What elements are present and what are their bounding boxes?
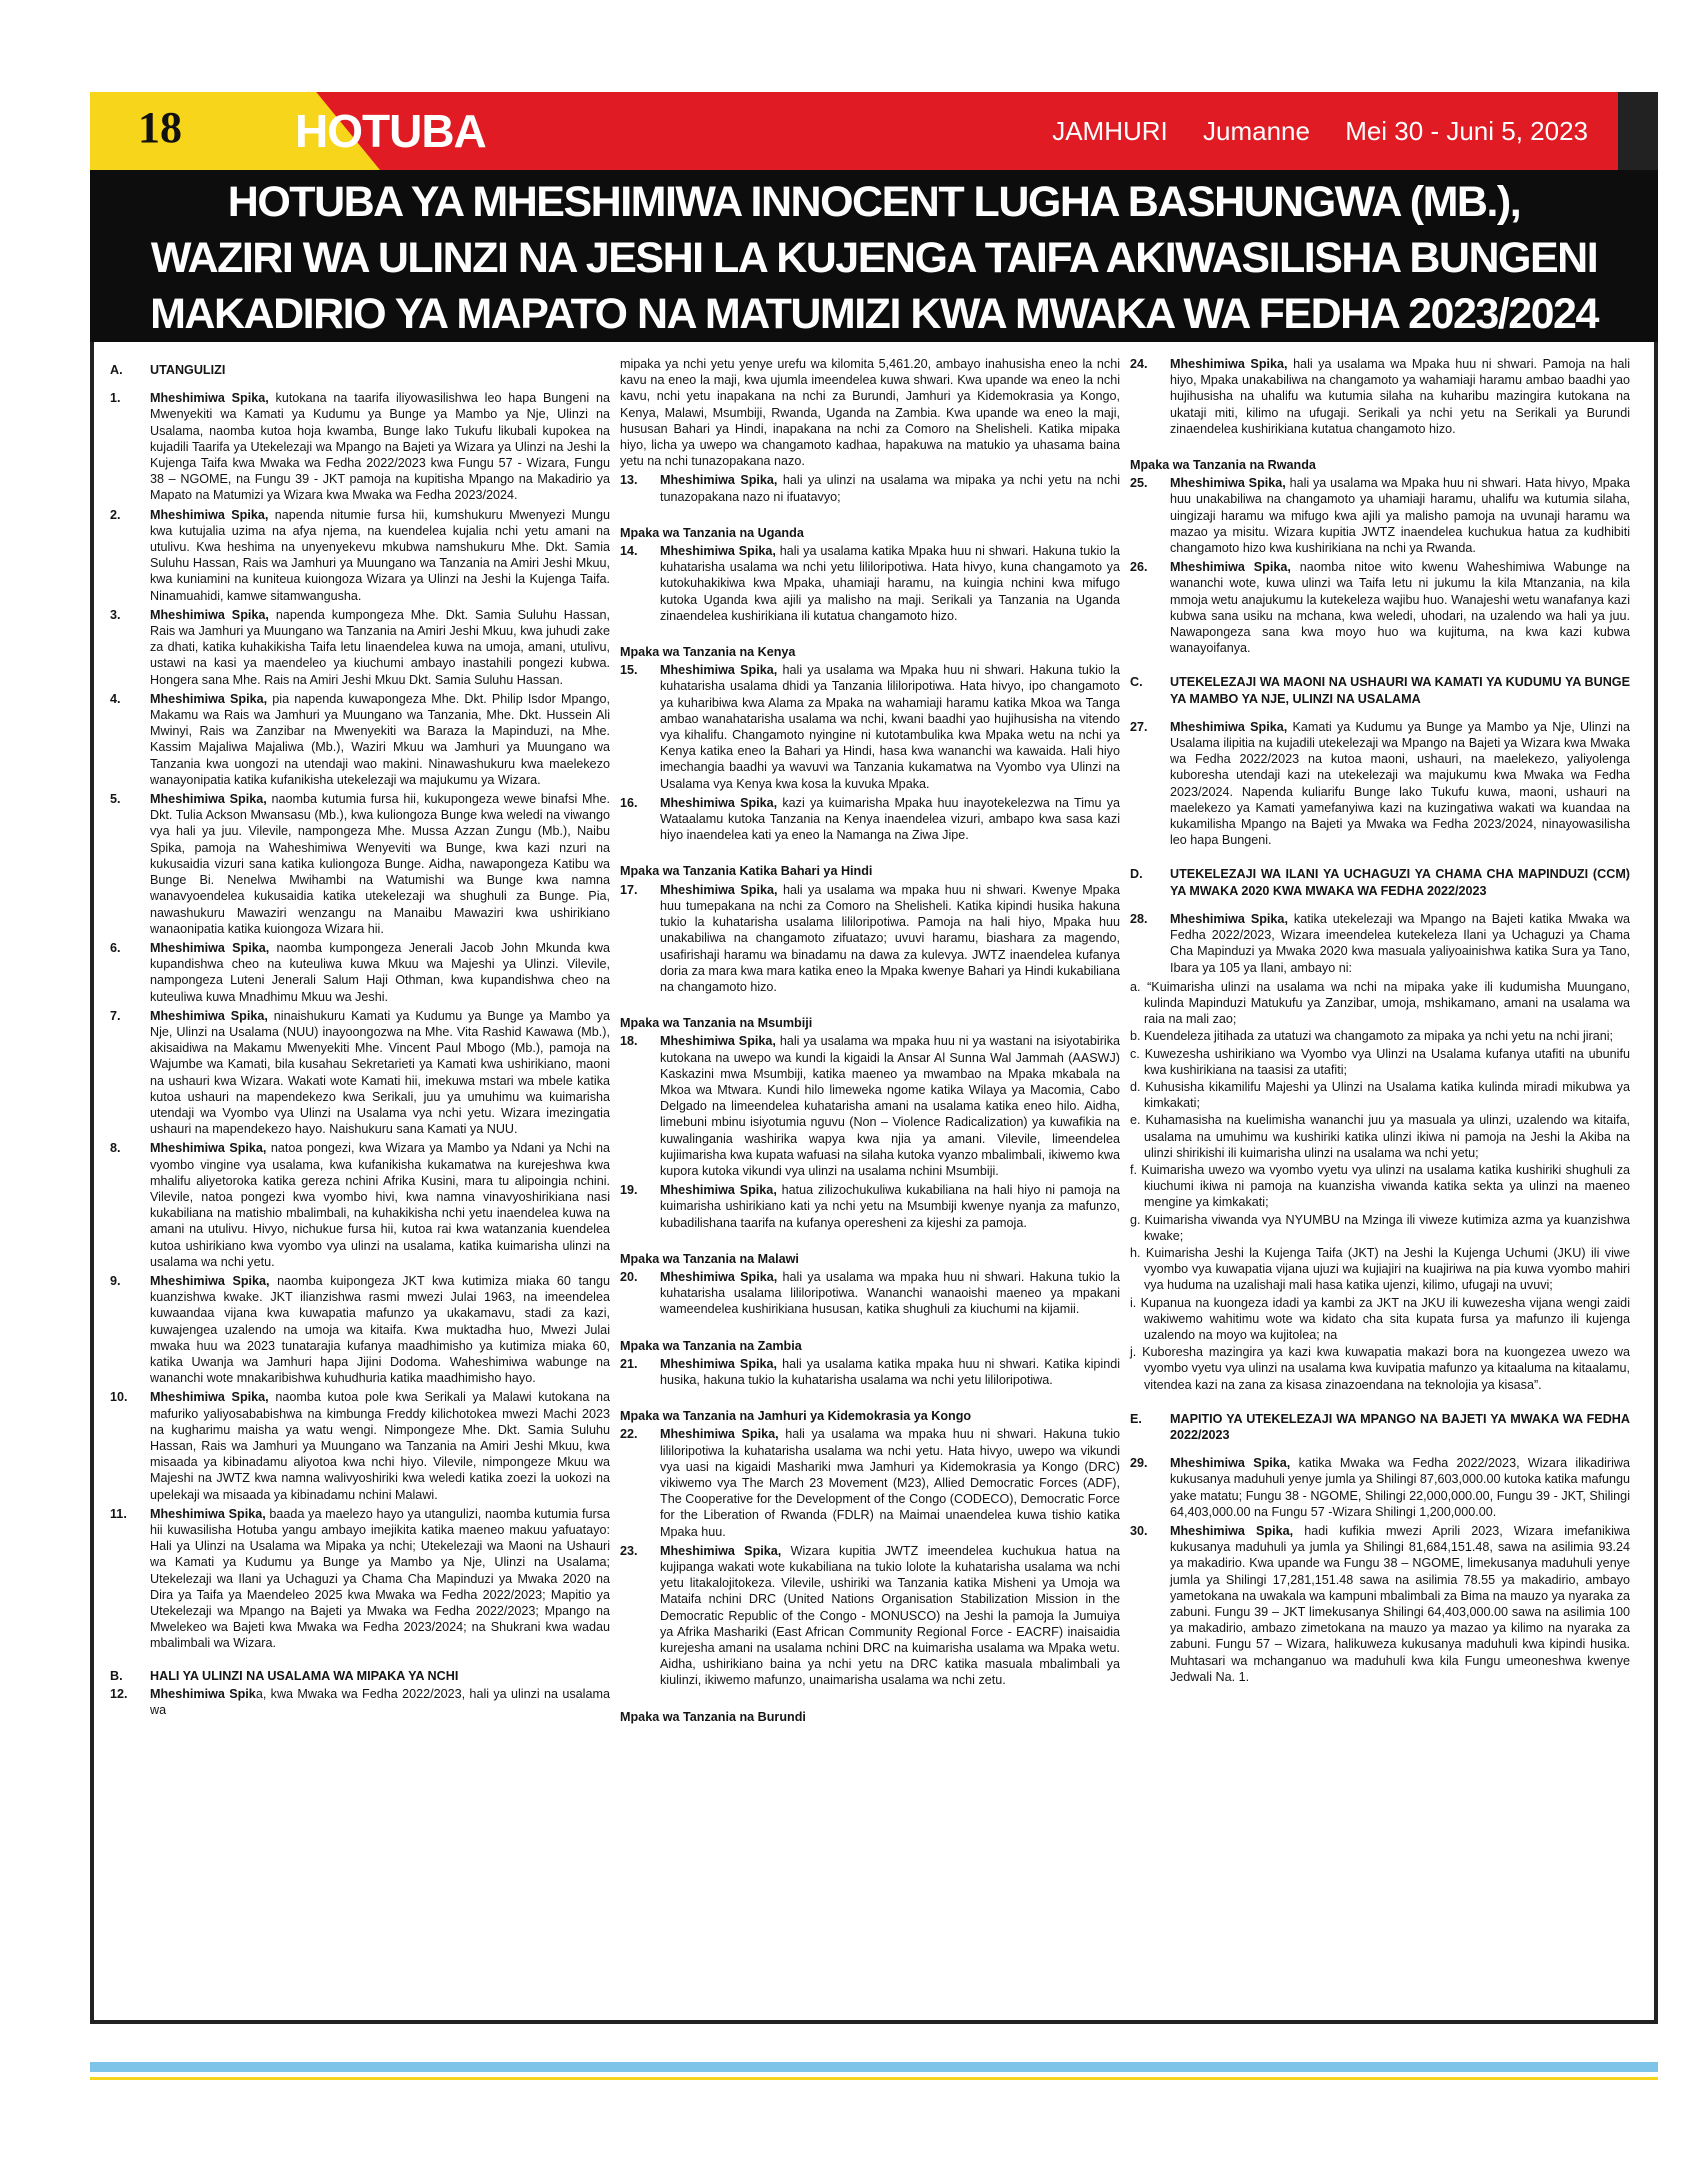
paragraph: 11. Mheshimiwa Spika, baada ya maelezo hayo ya utangulizi, naomba kutumia fursa hii kuwasilisha Hotuba yangu ambayo imejikita katika maeneo makuu yafuatayo: Hali ya Ulinzi na Usalama wa Mipaka ya nchi; Utekelezaji wa Maoni na Ushauri wa Kamati ya Kudumu ya Bunge ya Mambo ya Nje, Ulinzi na Usalama; Utekelezaji wa Ilani ya Uchaguzi ya Chama Cha Mapinduzi ya Mwaka 2020 na Dira ya Taifa ya Maendeleo 2025 kwa Mwaka wa Fedha 2022/2023; Mapitio ya Utekelezaji wa Mpango na Bajeti ya Mwaka wa Fedha 2022/2023; Mpango na Mwelekeo wa Bajeti kwa Mwaka wa Fedha 2023/2024; na Shukrani kwa wadau mbalimbali wa Wizara. [110, 1506, 610, 1651]
section-heading: B. HALI YA ULINZI NA USALAMA WA MIPAKA YA NCHI [110, 1668, 459, 1683]
paragraph: 29. Mheshimiwa Spika, katika Mwaka wa Fedha 2022/2023, Wizara ilikadiriwa kukusanya maduhuli yenye jumla ya Shilingi 87,603,000.00 kutoka katika mafungu yake matatu; Fungu 38 - NGOME, Shilingi 22,000,000.00, Fungu 39 - JKT, Shilingi 64,403,000.00 na Fungu 57 -Wizara Shilingi 1,200,000.00. [1130, 1456, 1630, 1519]
paragraph: 20. Mheshimiwa Spika, hali ya usalama wa mpaka huu ni shwari. Hakuna tukio la kuhatarisha usalama lililoripotiwa. Wananchi wanaoishi maeneo ya mpakani wameendelea kushirikiana hususan, katika shughuli za kiuchumi na kijamii. [620, 1269, 1121, 1317]
subheading: Mpaka wa Tanzania na Uganda [620, 525, 804, 540]
section-heading: C. UTEKELEZAJI WA MAONI NA USHAURI WA KAMATI YA KUDUMU YA BUNGE YA MAMBO YA NJE, ULINZI NA USALAMA [1130, 675, 1630, 706]
list-item: d. Kuhusisha kikamilifu Majeshi ya Ulinzi na Usalama katika kulinda miradi mikubwa ya kimkakati; [1130, 1079, 1630, 1111]
list-item: e. Kuhamasisha na kuelimisha wananchi juu ya masuala ya ulinzi, uzalendo wa kitaifa, usalama na umuhimu wa kushiriki katika ulinzi ikiwa ni pamoja na Jeshi la Akiba na ulinzi shirikishi ili kuimarisha ulinzi na usalama wa nchi yetu; [1130, 1113, 1630, 1160]
paragraph: 14. Mheshimiwa Spika, hali ya usalama katika Mpaka huu ni shwari. Hakuna tukio la kuhatarisha usalama wa nchi yetu lililoripotiwa. Hata hivyo, kuna changamoto ya kutokuhakikiwa kwa Mpaka, uhamiaji haramu, na kuingia nchini kwa mifugo kutoka Uganda kwa ajili ya malisho na maji. Serikali ya Tanzania na Uganda zinaendelea kushirikiana ili kutatua changamoto hizo. [620, 544, 1120, 623]
paragraph: 27. Mheshimiwa Spika, Kamati ya Kudumu ya Bunge ya Mambo ya Nje, Ulinzi na Usalama ilipitia na kujadili utekelezaji wa Mpango na Bajeti ya Wizara kwa Mwaka wa Fedha 2022/2023 na kutoa maoni, ushauri, na maelekezo, yaliyolenga kuboresha utendaji kazi na utekelezaji wa majukumu kwa Mwaka wa Fedha 2023/2024. Napenda kuliarifu Bunge lako Tukufu kuwa, maoni, ushauri na maelekezo ya Kamati yamefanyiwa kazi na kuzingatiwa wakati wa kuandaa na kukamilisha Mpango na Bajeti ya Mwaka wa Fedha 2023/2024, ninayowasilisha leo hapa Bungeni. [1130, 719, 1631, 848]
paragraph: 3. Mheshimiwa Spika, napenda kumpongeza Mhe. Dkt. Samia Suluhu Hassan, Rais wa Jamhuri ya Muungano wa Tanzania na Amiri Jeshi Mkuu, kwa juhudi zake za dhati, katika kuhakikisha Taifa letu linaendelea kuwa na umoja, amani, utulivu, ustawi na kasi ya maendeleo ya kiuchumi ambayo inastahili pongezi kubwa. Hongera sana Mhe. Rais na Amiri Jeshi Mkuu Dkt. Samia Suluhu Hassan. [110, 607, 610, 687]
paragraph: 25. Mheshimiwa Spika, hali ya usalama wa Mpaka huu ni shwari. Hata hivyo, Mpaka huu unakabiliwa na changamoto ya uhamiaji haramu, uhalifu wa kutumia silaha, uingizaji haramu wa mifugo kwa ajili ya malisho pamoja na uvunaji haramu wa mazao ya misitu. Wizara kupitia JWTZ inaendelea kuchukua hatua za kudhibiti changamoto hizo kwa kushirikiana na nchi ya Rwanda. [1130, 476, 1631, 556]
list-item: i. Kupanua na kuongeza idadi ya kambi za JKT na JKU ili kuwezesha vijana wengi zaidi wakiwemo wahitimu wote wa kidato cha sita kupata fursa ya mafunzo ili kujenga uzalendo na moyo wa kujitolea; na [1130, 1295, 1630, 1342]
footer-stripe-blue [90, 2062, 1658, 2072]
paragraph: 10. Mheshimiwa Spika, naomba kutoa pole kwa Serikali ya Malawi kutokana na mafuriko yaliyosababishwa na kimbunga Freddy kilichotokea mwezi Machi 2023 na kugharimu maisha ya watu wengi. Nimpongeze Mhe. Dkt. Samia Suluhu Hassan, Rais wa Jamhuri ya Muungano wa Tanzania na Amiri Jeshi Mkuu, kwa misaada ya kibinadamu aliyotoa kwa nchi hiyo. Vilevile, nimpongeze Mkuu wa Majeshi na JWTZ kwa namna walivyoshiriki kwa weledi katika zoezi la uokozi na upelekaji wa misaada ya kibinadamu nchini Malawi. [110, 1390, 611, 1502]
article-column-1 [110, 356, 610, 1721]
paragraph: 28. Mheshimiwa Spika, katika utekelezaji wa Mpango na Bajeti katika Mwaka wa Fedha 2022/2023, Wizara imeendelea kutekeleza Ilani ya Uchaguzi ya Chama Cha Mapinduzi ya Mwaka 2020 kwa masuala yaliyoainishwa katika Sura ya Tano, Ibara ya 105 ya Ilani, ambayo ni: [1130, 911, 1631, 975]
list-item: h. Kuimarisha Jeshi la Kujenga Taifa (JKT) na Jeshi la Kujenga Uchumi (JKU) ili viwe vyombo vya kuwapatia vijana ujuzi wa kujiajiri na kuajiriwa na pia kuwa vyombo mahiri vya huduma na uzalishaji mali hasa katika ujenzi, kilimo, ufugaji na uvuvi; [1130, 1245, 1630, 1293]
paragraph: 22. Mheshimiwa Spika, hali ya usalama wa mpaka huu ni shwari. Hakuna tukio lililoripotiwa la kuhatarisha usalama wa nchi yetu. Hata hivyo, uwepo wa vikundi vya uasi na kigaidi Mashariki mwa Jamhuri ya Kidemokrasia ya Kongo (DRC) vikiwemo vya The March 23 Movement (M23), Allied Democratic Forces (ADF), The Cooperative for the Development of the Congo (CODECO), Democratic Force for the Liberation of Rwanda (FDLR) na Maimai unaendelea kuwa tishio katika Mpaka huu. [620, 1427, 1120, 1539]
paragraph: 19. Mheshimiwa Spika, hatua zilizochukuliwa kukabiliana na hali hiyo ni pamoja na kuimarisha ushirikiano kati ya nchi yetu na Msumbiji kwenye nyanja za mafunzo, kubadilishana taarifa na kufanya operesheni za kijeshi za pamoja. [620, 1183, 1121, 1230]
paragraph: 8. Mheshimiwa Spika, natoa pongezi, kwa Wizara ya Mambo ya Ndani ya Nchi na vyombo vingine vya usalama, kwa kufanikisha kukamatwa na kurejeshwa kwa mhalifu aliyetoroka katika gereza nchini Afrika Kusini, mara tu alipoingia nchini. Vilevile, natoa pongezi kwa vyombo hivi, kwa namna vinavyoshirikiana nasi kukabiliana na matishio mbalimbali, na kuhakikisha nchi yetu inaendelea kuwa na amani na utulivu. Hivyo, nichukue fursa hii, kutoa rai kwa watanzania kuendelea kutoa ushirikiano kwa vyombo vya ulinzi na usalama, katika kuimarisha ulinzi na usalama wa nchi yetu. [110, 1141, 611, 1269]
masthead-bar [90, 92, 1658, 170]
article-column-2 [620, 356, 1120, 1727]
paragraph: 6. Mheshimiwa Spika, naomba kumpongeza Jenerali Jacob John Mkunda kwa kupandishwa cheo na kuteuliwa kuwa Mkuu wa Majeshi ya Ulinzi. Vilevile, nampongeza Luteni Jenerali Salum Haji Othman, kwa kupandishwa cheo na kuteuliwa kuwa Mnadhimu Mkuu wa Jeshi. [110, 940, 610, 1004]
headline-block [90, 170, 1658, 342]
paragraph: 18. Mheshimiwa Spika, hali ya usalama wa mpaka huu ni ya wastani na isiyotabirika kutokana na uwepo wa kundi la kigaidi la Ansar Al Sunna Wal Jammah (AASWJ) Kaskazini mwa Msumbiji, katika maeneo ya mwambao na Mpaka mkabala na Mkoa wa Mtwara. Kundi hilo limeweka ngome katika Wilaya ya Macomia, Cabo Delgado na limeendelea kuhatarisha amani na usalama katika eneo hilo. Aidha, limebuni mbinu isiyotumia nguvu (Non – Violence Radicalization) ya kuwafikia na kuwalingania washirika wapya kwa njia ya amani. Vilevile, limeendelea kujiimarisha kwa kupata wafuasi na silaha kutoka vyanzo mbalimbali, ikiwemo kwa kupora kutoka vikundi vya ulinzi na usalama nchini Msumbiji. [620, 1034, 1121, 1178]
paragraph: 17. Mheshimiwa Spika, hali ya usalama wa mpaka huu ni shwari. Kwenye Mpaka huu tumepakana na nchi za Comoro na Shelisheli. Katika kipindi husika hakuna tukio la kuhatarisha usalama lililoripotiwa. Pamoja na hali hiyo, Mpaka huu unakabiliwa na changamoto zifuatazo; uvuvi haramu, biashara za magendo, usafirishaji haramu wa binadamu na dawa za kulevya. JWTZ inaendelea kufanya doria za mara kwa mara katika eneo la Mpaka kwenye Bahari ya Hindi kukabiliana na changamoto hizo. [620, 882, 1120, 994]
subheading: Mpaka wa Tanzania na Malawi [620, 1251, 799, 1266]
paragraph: 5. Mheshimiwa Spika, naomba kutumia fursa hii, kukupongeza wewe binafsi Mhe. Dkt. Tulia Ackson Mwansasu (Mb.), kwa kuliongoza Bunge kwa weledi na viwango vya hali ya juu. Vilevile, nampongeza Mhe. Mussa Azzan Zungu (Mb.), Naibu Spika, pamoja na Waheshimiwa Wenyeviti wa Bunge, kwa kazi nzuri na kukusaidia vizuri sana katika kuliongoza Bunge. Aidha, nawapongeza Katibu wa Bunge Bi. Nenelwa Mwihambi na Watumishi wa Bunge kwa namna wanavyoendelea kukusaidia katika utekelezaji wa shughuli za Bunge. Pia, nawashukuru Mawaziri wenzangu na Manaibu Mawaziri kwa ushirikiano wanaonipatia katika kuiongoza Wizara hii. [110, 792, 610, 936]
paragraph: 16. Mheshimiwa Spika, kazi ya kuimarisha Mpaka huu inayotekelezwa na Timu ya Wataalamu kutoka Tanzania na Kenya inaendelea vizuri, ambapo kwa sasa kazi hiyo inaendelea kati ya eneo la Namanga na Ziwa Jipe. [620, 795, 1120, 843]
subheading: Mpaka wa Tanzania na Rwanda [1130, 458, 1316, 473]
list-item: j. Kuboresha mazingira ya kazi kwa kuwapatia makazi bora na kuongezea uwezo wa vyombo vyetu vya ulinzi na usalama kwa kuvipatia mafunzo ya kitaaluma na kitaalamu, vitendea kazi na zana za kisasa zinazoendana na teknolojia ya kisasa”. [1130, 1345, 1630, 1392]
masthead-edge [1618, 92, 1658, 170]
issue-day: Jumanne [1202, 116, 1310, 146]
paper-name: JAMHURI [1052, 116, 1168, 146]
list-item: a. “Kuimarisha ulinzi na usalama wa nchi na mipaka yake ili kudumisha Muungano, kulinda Mapinduzi Matukufu ya Zanzibar, umoja, mshikamano, amani na usalama wa raia na mali zao; [1130, 979, 1630, 1027]
footer-stripe-yellow [90, 2077, 1658, 2080]
issue-info [1024, 116, 1588, 147]
paragraph: 30. Mheshimiwa Spika, hadi kufikia mwezi Aprili 2023, Wizara imefanikiwa kukusanya maduhuli ya jumla ya Shilingi 81,684,151.48, sawa na asilimia 93.24 ya makadirio. Kwa upande wa Fungu 38 – NGOME, limekusanya maduhuli yenye jumla ya Shilingi 17,281,151.48 sawa na asilimia 78.55 ya makadirio, ambayo yametokana na uwakala wa kampuni mbalimbali za Bima na mauzo ya nyaraka za zabuni. Fungu 39 – JKT limekusanya Shilingi 64,403,000.00 sawa na asilimia 100 ya makadirio, ambazo zimetokana na mauzo ya mazao ya kilimo na nyaraka za zabuni. Fungu 57 – Wizara, halikuweza kukusanya maduhuli kwa kipindi husika. Muhtasari wa mchanganuo wa maduhuli kwa kila Fungu umeoneshwa kwenye Jedwali Na. 1. [1130, 1524, 1630, 1684]
subheading: Mpaka wa Tanzania na Burundi [620, 1709, 806, 1724]
headline-line-1: HOTUBA YA MHESHIMIWA INNOCENT LUGHA BASHUNGWA (MB.), [227, 178, 1521, 226]
section-heading: E. MAPITIO YA UTEKELEZAJI WA MPANGO NA BAJETI YA MWAKA WA FEDHA 2022/2023 [1130, 1411, 1630, 1442]
paragraph: 7. Mheshimiwa Spika, ninaishukuru Kamati ya Kudumu ya Bunge ya Mambo ya Nje, Ulinzi na Usalama (NUU) inayoongozwa na Mhe. Vita Rashid Kawawa (Mb.), akisaidiwa na Makamu Mwenyekiti Mhe. Vincent Paul Mbogo (Mb.), pamoja na Wajumbe wa Kamati, bila kusahau Sekretarieti ya Kamati kwa ushirikiano, maoni na ushauri kwa Wizara. Wakati wote Kamati hii, imekuwa mstari wa mbele katika kutoa ushauri na mapendekezo kwa Serikali, juu ya umuhimu wa kuimarisha utendaji wa Vyombo vya Ulinzi na Usalama vya nchi yetu. Wizara imezingatia ushauri na mapendekezo hayo. Naishukuru sana Kamati ya NUU. [110, 1008, 610, 1137]
paragraph: 26. Mheshimiwa Spika, naomba nitoe wito kwenu Waheshimiwa Wabunge na wananchi wote, kuwa ulinzi wa Taifa letu ni jukumu la kila Mtanzania, na kila mmoja wetu anajukumu la kutekeleza wajibu huo. Wanajeshi wetu wanafanya kazi kubwa sana usiku na mchana, kwa weledi, uhodari, na uzalendo wa hali ya juu. Nawapongeza sana kwa moyo huo wa kujituma, na kwa kazi kubwa wanayoifanya. [1130, 560, 1631, 656]
section-heading: D. UTEKELEZAJI WA ILANI YA UCHAGUZI YA CHAMA CHA MAPINDUZI (CCM) YA MWAKA 2020 KWA MWAKA WA FEDHA 2022/2023 [1130, 867, 1630, 898]
paragraph: 1. Mheshimiwa Spika, kutokana na taarifa iliyowasilishwa leo hapa Bungeni na Mwenyekiti wa Kamati ya Kudumu ya Bunge ya Mambo ya Nje, Ulinzi na Usalama, naomba kutoa hoja kwamba, Bunge lako Tukufu likubali kupokea na kujadili Taarifa ya Utekelezaji wa Mpango na Bajeti ya Wizara ya Ulinzi na Jeshi la Kujenga Taifa kwa Mwaka wa Fedha 2022/2023 kwa Fungu 57 - Wizara, Fungu 38 – NGOME, na Fungu 39 - JKT pamoja na kupitisha Mpango na Makadirio ya Mapato na Matumizi ya Wizara kwa Mwaka wa Fedha 2023/2024. [110, 391, 611, 503]
list-item: b. Kuendeleza jitihada za utatuzi wa changamoto za mipaka ya nchi yetu na nchi jirani; [1130, 1029, 1614, 1044]
section-name: HOTUBA [295, 105, 486, 157]
section-heading: A. UTANGULIZI [110, 363, 226, 377]
subheading: Mpaka wa Tanzania na Jamhuri ya Kidemokrasia ya Kongo [620, 1409, 972, 1424]
paragraph: 24. Mheshimiwa Spika, hali ya usalama wa Mpaka huu ni shwari. Pamoja na hali hiyo, Mpaka unakabiliwa na changamoto ya wahamiaji haramu ambao baadhi yao hujihusisha na uhalifu wa kutumia silaha na kuharibu mazingira kutokana na ukataji miti, kilimo na ufugaji. Serikali ya nchi yetu na Serikali ya Burundi zinaendelea kushirikiana kutatua changamoto hizo. [1130, 357, 1631, 436]
headline-line-3: MAKADIRIO YA MAPATO NA MATUMIZI KWA MWAKA WA FEDHA 2023/2024 [150, 290, 1598, 338]
paragraph: 21. Mheshimiwa Spika, hali ya usalama katika mpaka huu ni shwari. Katika kipindi husika, hakuna tukio la kuhatarisha usalama wa nchi yetu lililoripotiwa. [620, 1356, 1120, 1387]
paragraph: 13. Mheshimiwa Spika, hali ya ulinzi na usalama wa mipaka ya nchi yetu na nchi tunazopakana nazo ni ifuatavyo; [620, 473, 1121, 504]
paragraph: 9. Mheshimiwa Spika, naomba kuipongeza JKT kwa kutimiza miaka 60 tangu kuanzishwa kwake. JKT ilianzishwa rasmi mwezi Julai 1963, na imeendelea kuwaandaa vijana kwa kuwapatia mafunzo ya ukakamavu, stadi za kazi, kuwajengea uzalendo na umoja wa kitaifa. Kwa muktadha huo, Mwezi Julai mwaka huu wa 2023 tunatarajia kufanya maadhimisho ya kutimiza miaka 60, katika Uwanja wa Jamhuri hapa Jijini Dodoma. Waheshimiwa wabunge na wananchi wote mnakaribishwa kuhudhuria katika maadhimisho hayo. [110, 1273, 611, 1386]
paragraph: 12. Mheshimiwa Spika, kwa Mwaka wa Fedha 2022/2023, hali ya ulinzi na usalama wa [110, 1686, 610, 1718]
paragraph-continued: mipaka ya nchi yetu yenye urefu wa kilomita 5,461.20, ambayo inahusisha eneo la nchi kavu na eneo la maji, kwa ujumla imeendelea kuwa shwari. Kwa upande wa eneo la nchi kavu, nchi yetu inapakana na nchi za Burundi, Jamhuri ya Kidemokrasia ya Kongo, Kenya, Malawi, Msumbiji, Rwanda, Uganda na Zambia. Kwa upande wa eneo la maji, hususan Bahari ya Hindi, inapakana na nchi za Comoro na Shelisheli. Katika mipaka hiyo, licha ya uwepo wa changamoto kadhaa, hapakuwa na matukio ya uhasama baina yetu na nchi tunazopakana nazo. [620, 357, 1120, 469]
paragraph: 23. Mheshimiwa Spika, Wizara kupitia JWTZ imeendelea kuchukua hatua na kujipanga wakati wote kukabiliana na tukio lolote la kuhatarisha usalama wa nchi yetu litakalojitokeza. Vilevile, ushiriki wa Tanzania katika Misheni ya Umoja wa Mataifa nchini DRC (United Nations Organisation Stabilization Mission in the Democratic Republic of the Congo - MONUSCO) na Jeshi la pamoja la Jumuiya ya Afrika Mashariki (East African Community Regional Force - EACRF) inaisaidia kurejesha amani na usalama nchini DRC na kuimarisha usalama wa Mpaka wetu. Aidha, ushirikiano baina ya nchi yetu na DRC katika masuala mbalimbali ya kiulinzi, ikiwemo mafunzo, unaimarisha usalama wa nchi zetu. [620, 1543, 1121, 1688]
page-number: 18 [138, 103, 182, 152]
paragraph: 2. Mheshimiwa Spika, napenda nitumie fursa hii, kumshukuru Mwenyezi Mungu kwa kutujalia uzima na afya njema, na kuendelea kujalia nchi yetu amani na utulivu. Kwa heshima na unyenyekevu mkubwa namshukuru Mhe. Dkt. Samia Suluhu Hassan, Rais wa Jamhuri ya Muungano wa Tanzania na Amiri Jeshi Mkuu, kwa kuniamini na kuniteua kuiongoza Wizara ya Ulinzi na Jeshi la Kujenga Taifa. Ninamuahidi, kamwe sitamwangusha. [110, 507, 611, 603]
paragraph: 4. Mheshimiwa Spika, pia napenda kuwapongeza Mhe. Dkt. Philip Isdor Mpango, Makamu wa Rais wa Jamhuri ya Muungano wa Tanzania, Mhe. Dkt. Hussein Ali Mwinyi, Rais wa Zanzibar na Mwenyekiti wa Baraza la Mapinduzi, na Mhe. Kassim Majaliwa Majaliwa (Mb.), Waziri Mkuu wa Jamhuri ya Muungano wa Tanzania kwa uongozi na utendaji wao makini. Ninawashukuru kwa maelekezo wanayonipatia katika kufanikisha utekelezaji wa majukumu ya Wizara. [110, 691, 610, 787]
issue-date: Mei 30 - Juni 5, 2023 [1345, 116, 1588, 146]
subheading: Mpaka wa Tanzania Katika Bahari ya Hindi [620, 864, 873, 879]
headline-line-2: WAZIRI WA ULINZI NA JESHI LA KUJENGA TAIFA AKIWASILISHA BUNGENI [150, 234, 1598, 282]
subheading: Mpaka wa Tanzania na Kenya [620, 645, 796, 660]
subheading: Mpaka wa Tanzania na Msumbiji [620, 1016, 813, 1031]
list-item: f. Kuimarisha uwezo wa vyombo vyetu vya ulinzi na usalama katika kushiriki shughuli za kiuchumi ikiwa ni pamoja na kuanzisha viwanda katika sekta ya ulinzi na maeneo mengine ya kimkakati; [1130, 1162, 1630, 1210]
article-column-3 [1130, 356, 1630, 1688]
paragraph: 15. Mheshimiwa Spika, hali ya usalama wa Mpaka huu ni shwari. Hakuna tukio la kuhatarisha usalama dhidi ya Tanzania lililoripotiwa. Hata hivyo, ipo changamoto ya kuharibiwa kwa Alama za Mpaka na wahamiaji haramu katika Mkoa wa Tanga ambao wanahatarisha usalama wa nchi, kwani baadhi yao hujihusisha na vitendo vya kihalifu. Changamoto nyingine ni kutotambulika kwa Mpaka wetu na nchi ya Kenya katika eneo la Bahari ya Hindi, hasa kwa wananchi wa kawaida. Hali hiyo imechangia baadhi ya wavuvi wa Tanzania kukamatwa na Vyombo vya Ulinzi na Usalama vya Kenya kwa kosa la kuvuka Mpaka. [620, 663, 1121, 791]
subheading: Mpaka wa Tanzania na Zambia [620, 1338, 802, 1353]
list-item: g. Kuimarisha viwanda vya NYUMBU na Mzinga ili viweze kutimiza azma ya kuanzishwa kwake; [1130, 1212, 1630, 1243]
list-item: c. Kuwezesha ushirikiano wa Vyombo vya Ulinzi na Usalama kufanya utafiti na ubunifu kwa kushirikiana na taasisi za utafiti; [1130, 1046, 1630, 1077]
